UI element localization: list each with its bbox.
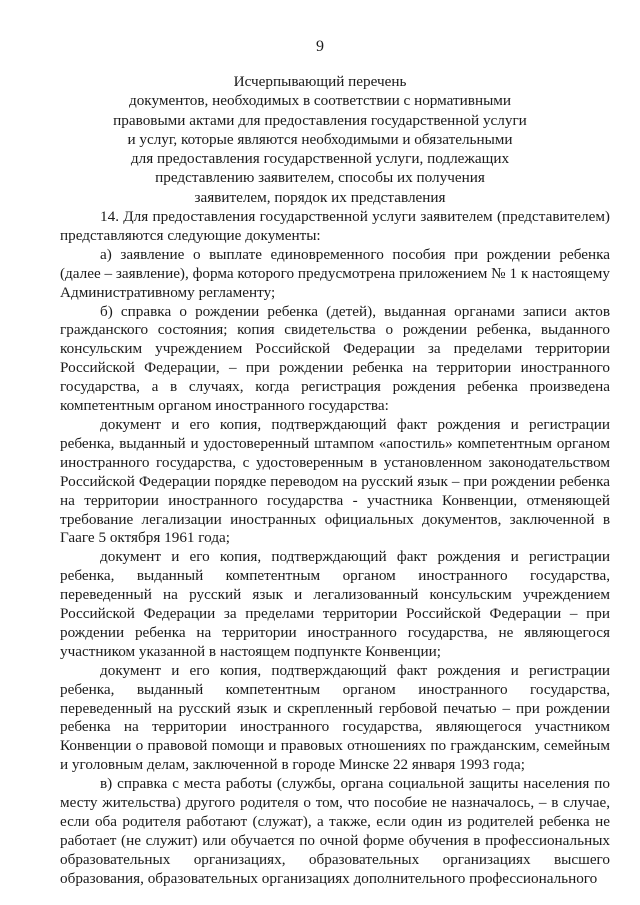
heading-line: документов, необходимых в соответствии с нормативными <box>128 92 512 110</box>
body-text <box>60 208 610 889</box>
paragraph-item-b: б) справка о рождении ребенка (детей), выданная органами записи актов гражданского состояния; копия свидетельства о рождении ребенка, выданного консульским учреждением Российской Федерации за пределами территории Российской Федерации, – при рождении ребенка на территории иностранного государства, а в случаях, когда регистрация рождения ребенка произведена компетентным органом иностранного государства: <box>60 302 610 415</box>
page-number: 9 <box>316 38 324 55</box>
paragraph-legalized-document: документ и его копия, подтверждающий факт рождения и регистрации ребенка, выданный компетентным органом иностранного государства, переведенный на русский язык и легализованный консульским учреждением Российской Федерации за пределами территории Российской Федерации – при рождении ребенка на территории иностранного государства, не являющегося участником указанной в настоящем подпункте Конвенции; <box>60 548 610 660</box>
section-heading <box>60 72 580 207</box>
heading-line: правовыми актами для предоставления государственной услуги <box>113 111 527 129</box>
heading-line: для предоставления государственной услуги, подлежащих <box>130 150 510 168</box>
heading-line: и услуг, которые являются необходимыми и обязательными <box>127 130 513 148</box>
paragraph-14-intro: 14. Для предоставления государственной услуги заявителем (представителем) представляются следующие документы: <box>60 208 610 244</box>
paragraph-item-a: а) заявление о выплате единовременного пособия при рождении ребенка (далее – заявление), форма которого предусмотрена приложением № 1 к настоящему Административному регламенту; <box>60 245 610 301</box>
paragraph-apostille-document: документ и его копия, подтверждающий факт рождения и регистрации ребенка, выданный и удостоверенный штампом «апостиль» компетентным органом иностранного государства, с удостоверенным в установленном законодательством Российской Федерации порядке переводом на русский язык – при рождении ребенка на территории иностранного государства - участника Конвенции, отменяющей требование легализации иностранных официальных документов, заключенной в Гааге 5 октября 1961 года; <box>60 415 610 547</box>
paragraph-item-v: в) справка с места работы (службы, органа социальной защиты населения по месту жительства) другого родителя о том, что пособие не назначалось, – в случае, если оба родителя работают (служат), а также, если один из родителей ребенка не работает (не служит) или обучается по очной форме обучения в профессиональных образовательных организациях, образовательных организациях высшего образования, образовательных организациях дополнительного профессионального <box>60 775 610 887</box>
heading-line: заявителем, порядок их представления <box>194 188 446 206</box>
heading-line: представлению заявителем, способы их получения <box>155 169 485 187</box>
paragraph-minsk-convention-document: документ и его копия, подтверждающий факт рождения и регистрации ребенка, выданный компетентным органом иностранного государства, переведенный на русский язык и скрепленный гербовой печатью – при рождении ребенка на территории иностранного государства, являющегося участником Конвенции о правовой помощи и правовых отношениях по гражданским, семейным и уголовным делам, заключенной в городе Минске 22 января 1993 года; <box>60 661 610 774</box>
heading-line: Исчерпывающий перечень <box>233 73 407 90</box>
